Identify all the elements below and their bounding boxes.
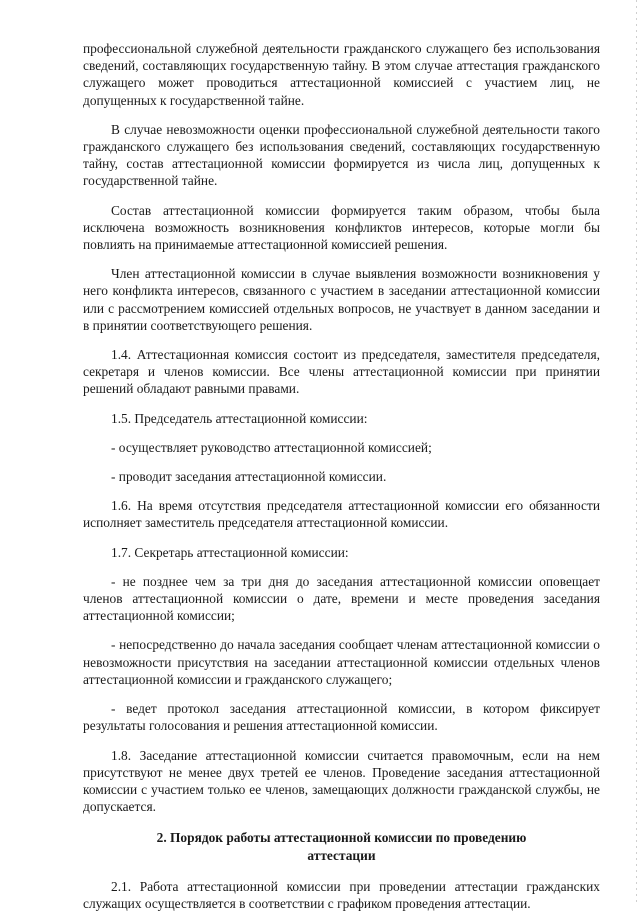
paragraph: 1.7. Секретарь аттестационной комиссии:	[111, 544, 349, 560]
paragraph: 2.1. Работа аттестационной комиссии при проведении аттестации гражданских служащих осуществляется в соответствии с графиком проведения аттестации.	[83, 878, 600, 911]
paragraph: Состав аттестационной комиссии формируется таким образом, чтобы была исключена возможность возникновения конфликтов интересов, которые могли бы повлиять на принимаемые аттестационной комиссией решения.	[83, 202, 600, 253]
section-heading	[83, 829, 600, 863]
paragraph: - осуществляет руководство аттестационной комиссией;	[111, 439, 432, 455]
scan-edge-divider	[636, 0, 637, 904]
paragraph: В случае невозможности оценки профессиональной служебной деятельности такого гражданского служащего без использования сведений, составляющих государственную тайну, состав аттестационной комиссии формируется из числа лиц, допущенных к государственной тайне.	[83, 121, 600, 189]
paragraph: 1.5. Председатель аттестационной комиссии:	[111, 410, 368, 426]
section-heading-line: 2. Порядок работы аттестационной комиссии по проведению	[156, 830, 527, 846]
paragraph: 1.4. Аттестационная комиссия состоит из председателя, заместителя председателя, секретаря и членов комиссии. Все члены аттестационной комиссии при принятии решений обладают равными правами.	[83, 347, 600, 397]
paragraph: 1.6. На время отсутствия председателя аттестационной комиссии его обязанности исполняет заместитель председателя аттестационной комиссии.	[83, 498, 600, 531]
document-body	[83, 40, 600, 924]
paragraph: - ведет протокол заседания аттестационной комиссии, в котором фиксирует результаты голосования и решения аттестационной комиссии.	[83, 701, 600, 734]
paragraph: 1.8. Заседание аттестационной комиссии считается правомочным, если на нем присутствуют не менее двух третей ее членов. Проведение заседания аттестационной комиссии с участием только ее членов, замещающих должности гражданской службы, не допускается.	[83, 747, 600, 815]
paragraph: - проводит заседания аттестационной комиссии.	[111, 469, 387, 485]
paragraph: Член аттестационной комиссии в случае выявления возможности возникновения у него конфликта интересов, связанного с участием в заседании аттестационной комиссии или с рассмотрением комиссией отдельных вопросов, не участвует в данном заседании и в принятии соответствующего решения.	[83, 266, 600, 333]
paragraph: профессиональной служебной деятельности гражданского служащего без использования сведений, составляющих государственную тайну. В этом случае аттестация гражданского служащего может проводиться аттестационной комиссией с участием лиц, не допущенных к государственной тайне.	[83, 41, 600, 108]
paragraph: - не позднее чем за три дня до заседания аттестационной комиссии оповещает членов аттестационной комиссии о дате, времени и месте проведения заседания аттестационной комиссии;	[83, 573, 600, 624]
paragraph: - непосредственно до начала заседания сообщает членам аттестационной комиссии о невозможности присутствия на заседании аттестационной комиссии отдельных членов аттестационной комиссии и гражданского служащего;	[83, 637, 600, 687]
section-heading-line: аттестации	[307, 847, 376, 863]
